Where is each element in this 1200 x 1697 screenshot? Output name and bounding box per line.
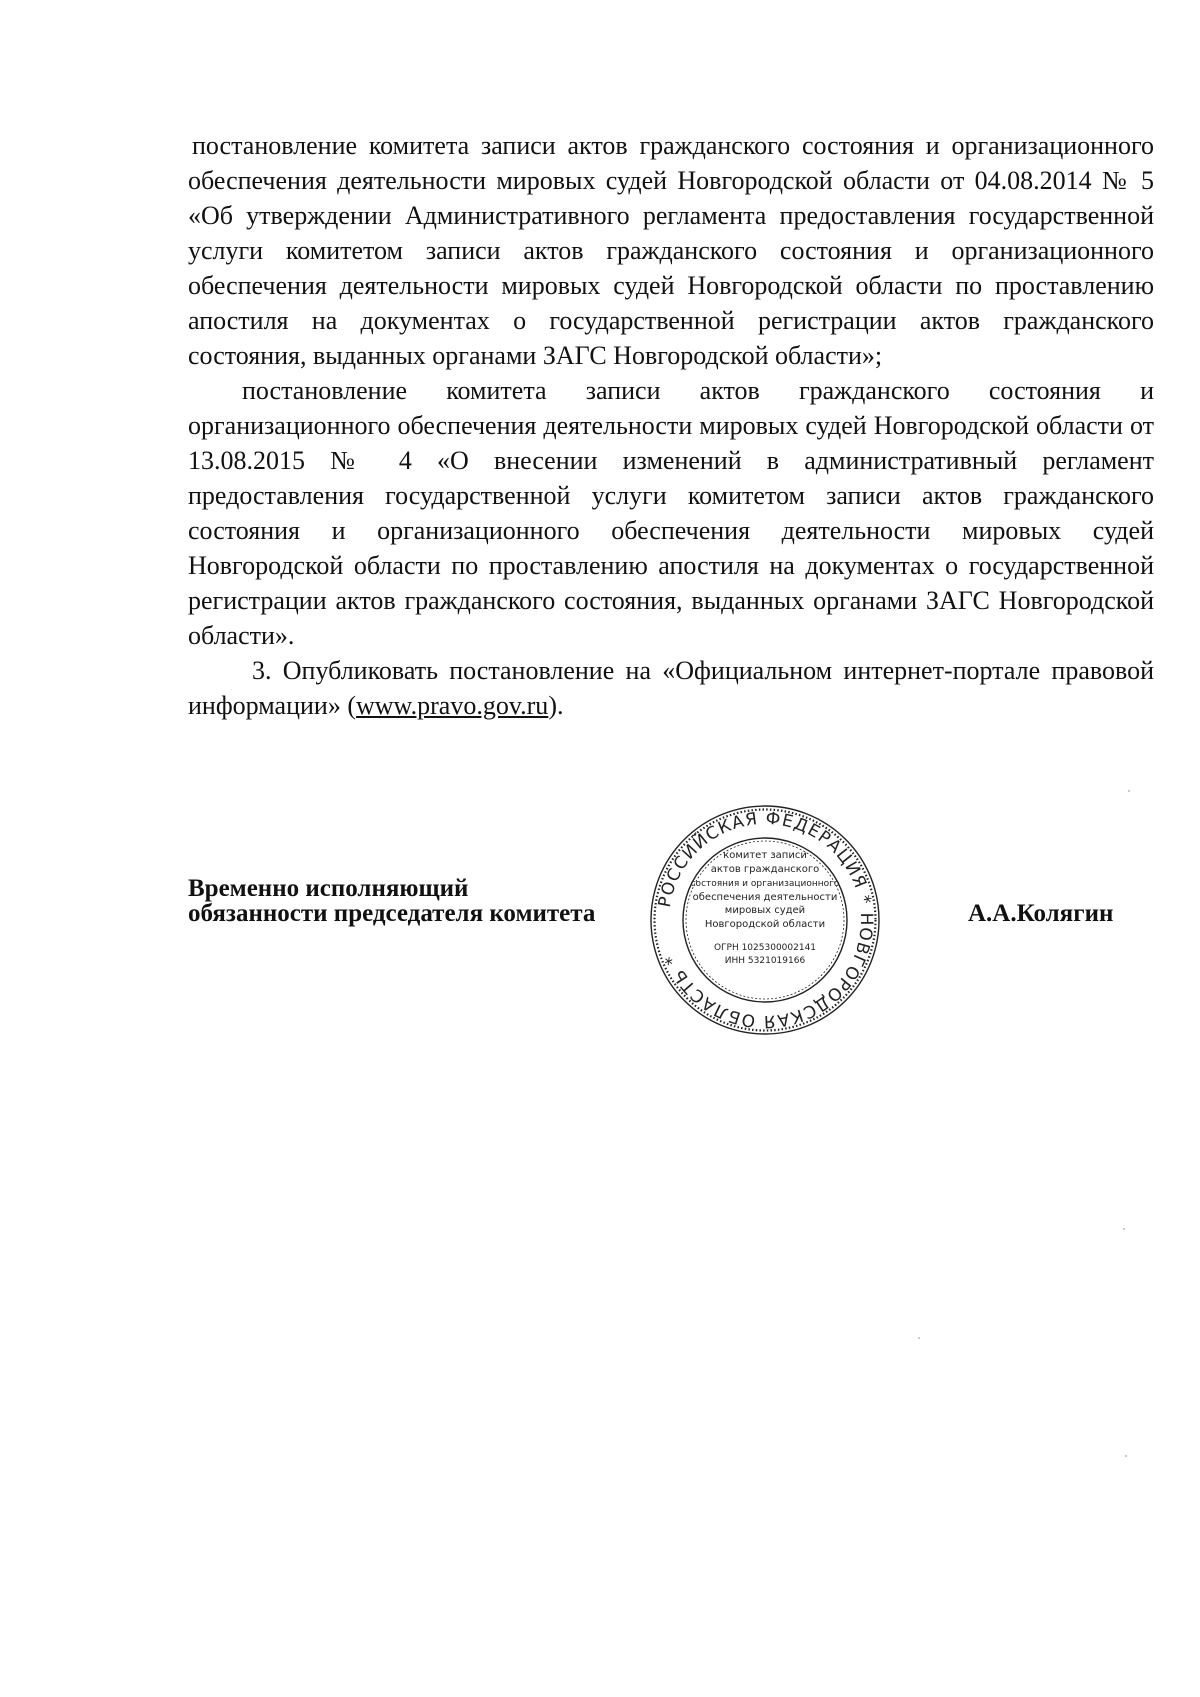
stamp-inner-line: мировых судей <box>724 905 806 916</box>
paragraph-publish <box>188 653 1154 723</box>
paragraph-decree-2015: постановление комитета записи актов гражданского состояния и организационного обеспечения деятельности мировых судей Новгородской области от 13.08.2015 № 4 «О внесении изменений в административный регламент предоставления государственной услуги комитетом записи актов гражданского состояния и организационного обеспечения деятельности мировых судей Новгородской области по проставлению апостиля на документах о государственной регистрации актов гражданского состояния, выданных органами ЗАГС Новгородской области». <box>188 376 1154 650</box>
scan-speck <box>1123 1228 1125 1230</box>
scan-speck <box>1125 1455 1127 1457</box>
document-body <box>188 128 1154 723</box>
stamp-outer-text: РОССИЙСКАЯ ФЕДЕРАЦИЯ * НОВГОРОДСКАЯ ОБЛАСТЬ * <box>654 808 877 1032</box>
signatory-name: А.А.Колягин <box>968 900 1114 927</box>
stamp-inner-line: комитет записи <box>723 850 807 861</box>
signatory-title-line-1: Временно исполняющий <box>188 875 469 902</box>
signatory-title <box>188 876 595 926</box>
scan-speck <box>1128 790 1130 792</box>
paragraph-decree-2014: постановление комитета записи актов гражданского состояния и организационного обеспечения деятельности мировых судей Новгородской области от 04.08.2014 № 5 «Об утверждении Административного регламента предоставления государственной услуги комитетом записи актов гражданского состояния и организационного обеспечения деятельности мировых судей Новгородской области по проставлению апостиля на документах о государственной регистрации актов гражданского состояния, выданных органами ЗАГС Новгородской области»; <box>188 131 1154 370</box>
stamp-inner-line: ИНН 5321019166 <box>724 956 806 966</box>
stamp-inner-line: актов гражданского <box>710 864 820 875</box>
stamp-graphic <box>645 800 885 1040</box>
stamp-inner-line: Новгородской области <box>704 919 826 930</box>
stamp-inner-line: состояния и организационного <box>690 879 840 889</box>
publish-text-end: ). <box>548 691 564 720</box>
publish-text: 3. Опубликовать постановление на «Официальном интернет-портале правовой информации» ( <box>188 656 1154 720</box>
signatory-title-line-2: обязанности председателя комитета <box>188 900 596 927</box>
official-stamp <box>645 800 885 1040</box>
pravo-link[interactable]: www.pravo.gov.ru <box>356 691 549 720</box>
stamp-inner-line: обеспечения деятельности <box>692 892 838 903</box>
scan-speck <box>918 1337 920 1339</box>
stamp-inner-line: ОГРН 1025300002141 <box>713 943 817 953</box>
